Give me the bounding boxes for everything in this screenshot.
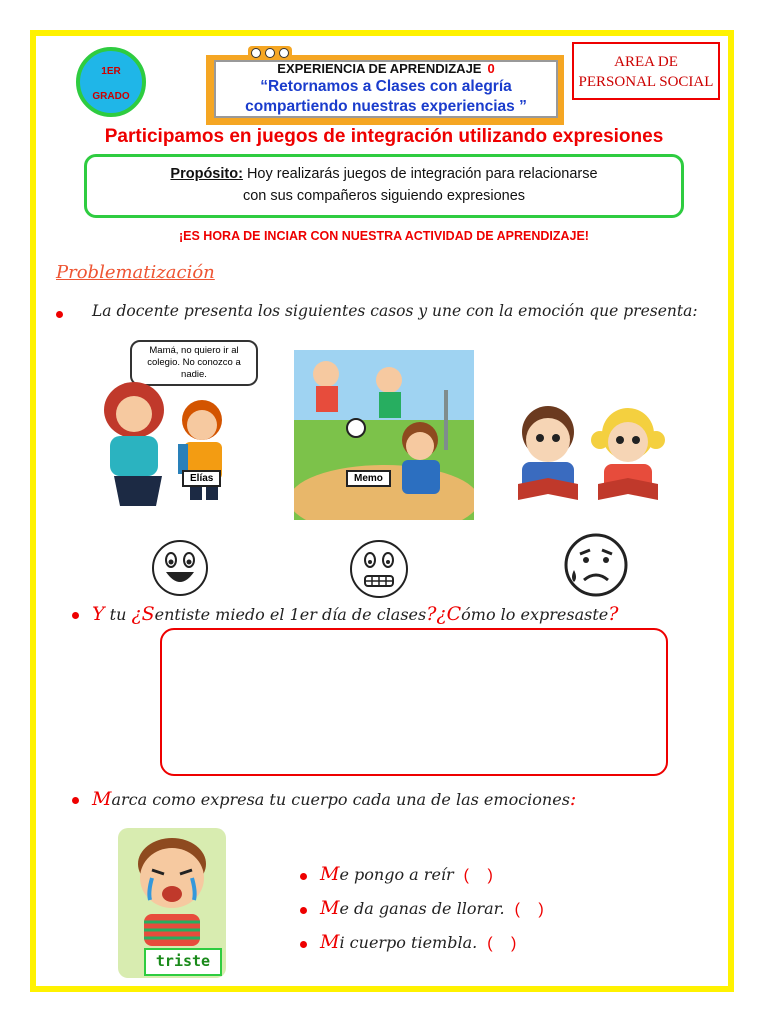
bubble-line3: nadie. — [181, 369, 207, 380]
intro-text: La docente presenta los siguientes casos y une con la emoción que presenta: — [92, 302, 698, 320]
grade-line1: 1ER — [101, 66, 121, 77]
bullet-icon — [72, 797, 79, 804]
start-banner: ¡ES HORA DE INCIAR CON NUESTRA ACTIVIDAD DE APRENDIZAJE! — [179, 229, 589, 243]
bullet-icon — [56, 311, 63, 318]
option-laugh — [320, 863, 493, 885]
experience-title — [214, 77, 558, 117]
option-text: i cuerpo tiembla. — [339, 933, 478, 952]
option-initial: M — [320, 863, 340, 885]
area-line2: PERSONAL SOCIAL — [578, 74, 714, 90]
experience-heading-text: EXPERIENCIA DE APRENDIZAJE — [277, 61, 482, 76]
bullet-icon — [72, 612, 79, 619]
answer-box[interactable] — [160, 628, 668, 776]
scared-face-icon — [348, 538, 410, 600]
experience-number: 0 — [487, 61, 495, 76]
question-part: tu — [104, 605, 132, 624]
question-part: ómo lo expresaste — [461, 605, 609, 624]
experience-title-line1: “Retornamos a Clases con alegría — [260, 78, 512, 95]
problem-heading: Problematización — [56, 262, 215, 283]
marca-text: arca como expresa tu cuerpo cada una de las emociones — [111, 790, 570, 809]
window-dots-icon — [248, 46, 292, 60]
question-mark-mid: ?¿C — [426, 603, 462, 625]
question-text — [92, 603, 618, 625]
option-cry — [320, 897, 544, 919]
option-text: e da ganas de llorar. — [339, 899, 505, 918]
option-checkbox[interactable]: ( ) — [463, 867, 493, 884]
option-text: e pongo a reír — [339, 865, 454, 884]
option-tremble — [320, 931, 516, 953]
mother-child-illustration — [92, 380, 242, 510]
purpose-label: Propósito: — [170, 166, 243, 182]
sad-label: triste — [144, 948, 222, 976]
grade-line2: GRADO — [92, 91, 130, 102]
main-title: Participamos en juegos de integración utilizando expresiones — [104, 126, 664, 147]
purpose-text-line1: Hoy realizarás juegos de integración para relacionarse — [242, 166, 598, 182]
case2-name: Memo — [346, 470, 391, 487]
experience-title-line2: compartiendo nuestras experiencias ” — [245, 98, 527, 115]
bullet-icon — [300, 941, 307, 948]
option-initial: M — [320, 897, 340, 919]
crying-child-icon — [124, 834, 220, 946]
option-initial: M — [320, 931, 340, 953]
reading-children-illustration — [508, 400, 674, 508]
grade-badge — [76, 47, 146, 117]
bubble-line1: Mamá, no quiero ir al — [149, 345, 239, 356]
happy-face-icon — [150, 538, 210, 598]
bubble-line2: colegio. No conozco a — [147, 357, 241, 368]
bullet-icon — [300, 907, 307, 914]
case1-name: Elías — [182, 470, 221, 487]
bullet-icon — [300, 873, 307, 880]
marca-colon: : — [569, 788, 577, 810]
area-line1: AREA DE — [614, 54, 678, 70]
purpose-text-line2: con sus compañeros siguiendo expresiones — [242, 188, 526, 204]
question-mark-open: ¿S — [131, 603, 155, 625]
purpose-box — [84, 154, 684, 218]
marca-initial: M — [92, 788, 112, 810]
marca-instruction — [92, 788, 576, 810]
playground-illustration — [294, 350, 474, 520]
area-box — [572, 42, 720, 100]
question-initial: Y — [92, 603, 105, 625]
question-part: entiste miedo el 1er día de clases — [154, 605, 427, 624]
option-checkbox[interactable]: ( ) — [514, 901, 544, 918]
sad-face-icon — [562, 532, 630, 598]
option-checkbox[interactable]: ( ) — [487, 935, 517, 952]
experience-heading — [214, 61, 558, 76]
question-mark-close: ? — [608, 603, 619, 625]
